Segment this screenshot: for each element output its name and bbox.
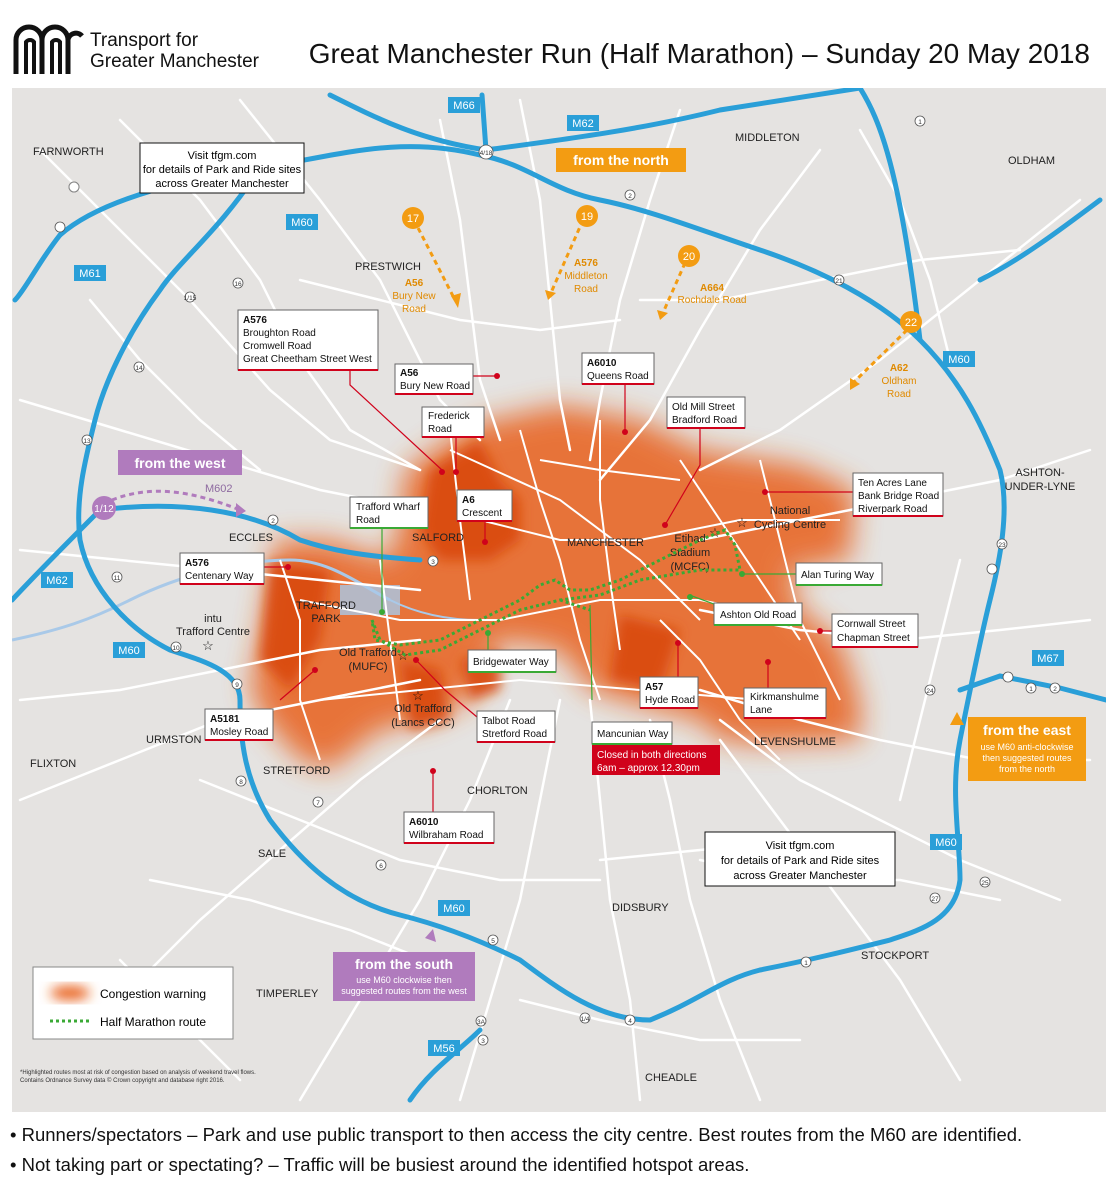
m60-southwest-label: M60 <box>118 645 140 657</box>
junction-1-15: 1/15 <box>183 295 197 302</box>
junction-7: 7 <box>316 800 320 807</box>
junction-24: 24 <box>926 688 934 695</box>
svg-text:Cromwell Road: Cromwell Road <box>243 341 312 352</box>
place-trafford-1: TRAFFORD <box>296 600 356 612</box>
junction-5: 5 <box>491 938 495 945</box>
junction-3a: 3A <box>477 1019 485 1026</box>
svg-text:Queens Road: Queens Road <box>587 371 649 382</box>
label-ashton-old <box>714 603 802 625</box>
junction-21: 21 <box>835 278 843 285</box>
place-intu-1: intu <box>204 613 222 625</box>
svg-text:Talbot Road: Talbot Road <box>482 716 536 727</box>
star-icon: ☆ <box>412 688 424 703</box>
place-prestwich: PRESTWICH <box>355 261 421 273</box>
place-eccles: ECCLES <box>229 532 274 544</box>
label-mancunian <box>592 722 672 744</box>
junction-1-12: 1/12 <box>94 504 114 515</box>
svg-text:A56: A56 <box>400 368 419 379</box>
label-a6010-queens <box>582 353 654 384</box>
junction-13: 13 <box>83 438 91 445</box>
west-callout <box>118 450 242 475</box>
svg-text:Stretford Road: Stretford Road <box>482 729 548 740</box>
place-ot-lancs-1: Old Trafford <box>394 703 452 715</box>
star-icon: ☆ <box>397 648 409 663</box>
note-1: • Runners/spectators – Park and use public transport to then access the city centre. Best routes from the M60 are identified. <box>10 1124 1023 1145</box>
label-alan-turing <box>796 563 882 585</box>
notes <box>10 1120 1022 1180</box>
place-ashton-2: UNDER-LYNE <box>1004 481 1076 493</box>
label-a56-bury <box>395 364 473 394</box>
pr-se-line3: across Greater Manchester <box>733 870 867 882</box>
callout-north: from the north <box>573 152 669 168</box>
junction-1-4: 1/4 <box>580 1016 590 1023</box>
m60-southeast-label: M60 <box>935 837 957 849</box>
label-frederick <box>422 407 484 437</box>
place-cheadle: CHEADLE <box>645 1072 697 1084</box>
callout-east-line1: use M60 anti-clockwise <box>980 742 1074 752</box>
m60-west-label: M60 <box>291 217 313 229</box>
label-bridgewater <box>468 650 556 672</box>
brand-name <box>90 30 259 72</box>
pr-nw-line1: Visit tfgm.com <box>187 150 257 162</box>
junction-1-south: 1 <box>804 960 808 967</box>
label-a576-broughton <box>238 310 378 370</box>
a56-arrow-name: Bury New <box>392 291 436 302</box>
pr-se-line2: for details of Park and Ride sites <box>720 855 880 867</box>
svg-text:Ashton Old Road: Ashton Old Road <box>720 610 797 621</box>
note-2: • Not taking part or spectating? – Traffic will be busiest around the identified hotspot areas. <box>10 1154 750 1175</box>
svg-text:A57: A57 <box>645 682 664 693</box>
brand-line1: Transport for <box>90 30 199 51</box>
junction-19: 19 <box>580 211 594 223</box>
junction-2-m67: 2 <box>1053 686 1057 693</box>
place-intu-2: Trafford Centre <box>176 626 250 638</box>
place-ot-mufc-1: Old Trafford <box>339 647 397 659</box>
svg-text:Broughton Road: Broughton Road <box>243 328 316 339</box>
a664-arrow-label: A664 <box>700 283 724 294</box>
label-talbot <box>477 711 555 742</box>
m61-label: M61 <box>79 268 101 280</box>
svg-text:Bradford Road: Bradford Road <box>672 415 738 426</box>
svg-text:Riverpark Road: Riverpark Road <box>858 504 928 515</box>
callout-east-title: from the east <box>983 722 1071 738</box>
town-markers <box>69 182 79 192</box>
svg-text:Centenary Way: Centenary Way <box>185 571 254 582</box>
svg-text:Chapman Street: Chapman Street <box>837 633 910 644</box>
junction-11: 11 <box>113 575 121 582</box>
svg-text:Wilbraham Road: Wilbraham Road <box>409 830 484 841</box>
park-ride-info-se <box>705 832 895 886</box>
closure-line2: 6am – approx 12.30pm <box>597 763 700 774</box>
brand-line2: Greater Manchester <box>90 51 259 72</box>
svg-text:Bridgewater Way: Bridgewater Way <box>473 657 549 668</box>
svg-text:Alan Turing Way: Alan Turing Way <box>801 570 874 581</box>
closure-line1: Closed in both directions <box>597 750 707 761</box>
legend <box>33 967 233 1039</box>
svg-text:Road: Road <box>356 515 380 526</box>
place-middleton: MIDDLETON <box>735 132 800 144</box>
place-ot-lancs-2: (Lancs CCC) <box>391 717 455 729</box>
m60-east-label: M60 <box>948 354 970 366</box>
place-ot-mufc-2: (MUFC) <box>348 661 388 673</box>
label-ten-acres <box>853 473 943 516</box>
svg-text:Great Cheetham Street West: Great Cheetham Street West <box>243 354 372 365</box>
svg-text:Road: Road <box>428 424 452 435</box>
junction-9: 9 <box>235 682 239 689</box>
label-trafford-wharf <box>350 497 428 528</box>
label-old-mill <box>667 397 745 428</box>
place-timperley: TIMPERLEY <box>256 988 319 1000</box>
place-ashton-1: ASHTON- <box>1015 467 1065 479</box>
park-ride-info-nw <box>140 143 304 193</box>
junction-20: 20 <box>682 251 696 263</box>
m60-south-label: M60 <box>443 903 465 915</box>
junction-1: 1 <box>918 119 922 126</box>
a62-arrow-name: Oldham <box>881 376 917 387</box>
svg-text:Mosley Road: Mosley Road <box>210 727 269 738</box>
place-etihad-1: Etihad <box>674 533 706 545</box>
callout-west: from the west <box>134 455 226 471</box>
svg-text:Bank Bridge Road: Bank Bridge Road <box>858 491 940 502</box>
junction-17: 17 <box>406 213 420 225</box>
place-chorlton: CHORLTON <box>467 785 528 797</box>
star-icon: ☆ <box>202 638 214 653</box>
place-urmston: URMSTON <box>146 734 202 746</box>
junction-2: 2 <box>628 193 632 200</box>
legend-congestion-swatch <box>50 986 90 1000</box>
svg-text:A6010: A6010 <box>587 358 617 369</box>
label-a6-crescent <box>457 490 512 521</box>
place-trafford-2: PARK <box>311 613 341 625</box>
place-oldham: OLDHAM <box>1008 155 1056 167</box>
page-title: Great Manchester Run (Half Marathon) – Sunday 20 May 2018 <box>308 38 1090 69</box>
label-a6010-wilbraham <box>404 812 494 843</box>
svg-text:A6010: A6010 <box>409 817 439 828</box>
map[interactable] <box>12 88 1106 1112</box>
junction-6: 6 <box>379 863 383 870</box>
svg-text:A576: A576 <box>243 315 267 326</box>
place-manchester: MANCHESTER <box>567 537 645 549</box>
label-a57-hyde <box>640 677 698 708</box>
place-farnworth: FARNWORTH <box>33 146 104 158</box>
junction-3-m602: 3 <box>431 559 435 566</box>
a576-arrow-name-2: Road <box>574 284 598 295</box>
place-etihad-3: (MCFC) <box>670 561 710 573</box>
junction-8: 8 <box>239 779 243 786</box>
place-flixton: FLIXTON <box>30 758 77 770</box>
svg-text:Lane: Lane <box>750 705 773 716</box>
place-ncc-1: National <box>769 505 811 517</box>
place-stretford: STRETFORD <box>263 765 331 777</box>
svg-text:Trafford Wharf: Trafford Wharf <box>356 502 420 513</box>
svg-text:A5181: A5181 <box>210 714 240 725</box>
a62-arrow-name-2: Road <box>887 389 911 400</box>
svg-text:Frederick: Frederick <box>428 411 470 422</box>
svg-text:Ten Acres Lane: Ten Acres Lane <box>858 478 927 489</box>
north-callout <box>556 148 686 172</box>
m56-label: M56 <box>433 1043 455 1055</box>
pr-nw-line3: across Greater Manchester <box>155 178 289 190</box>
a56-arrow-label: A56 <box>404 278 424 289</box>
east-callout <box>950 712 1086 781</box>
place-ncc-2: Cycling Centre <box>753 519 827 531</box>
junction-10: 10 <box>172 645 180 652</box>
callout-east-line3: from the north <box>998 764 1056 774</box>
a664-arrow-name: Rochdale Road <box>677 295 747 306</box>
svg-text:Mancunian Way: Mancunian Way <box>597 729 669 740</box>
a576-arrow-label: A576 <box>574 258 598 269</box>
junction-4-18: 4/18 <box>479 150 493 157</box>
tfgm-logo <box>12 22 86 78</box>
svg-text:Kirkmanshulme: Kirkmanshulme <box>750 692 819 703</box>
footnote-line2: Contains Ordnance Survey data © Crown copyright and database right 2016. <box>20 1078 225 1084</box>
svg-text:Crescent: Crescent <box>462 508 503 519</box>
label-a5181-mosley <box>205 709 273 740</box>
junction-25: 25 <box>981 880 989 887</box>
place-levenshulme: LEVENSHULME <box>754 736 836 748</box>
star-icon: ☆ <box>709 525 721 540</box>
junction-2-m602: 2 <box>271 518 275 525</box>
junction-14: 14 <box>135 365 143 372</box>
svg-text:Old Mill Street: Old Mill Street <box>672 402 735 413</box>
junction-4: 4 <box>628 1018 632 1025</box>
place-sale: SALE <box>258 848 287 860</box>
legend-congestion: Congestion warning <box>100 987 207 1001</box>
place-stockport: STOCKPORT <box>861 950 930 962</box>
pr-nw-line2: for details of Park and Ride sites <box>142 164 302 176</box>
closure-box <box>592 745 720 775</box>
junction-3: 3 <box>481 1038 485 1045</box>
callout-south-line2: suggested routes from the west <box>341 986 467 996</box>
label-a576-centenary <box>180 553 264 584</box>
star-icon: ☆ <box>736 515 748 530</box>
svg-text:A6: A6 <box>462 495 475 506</box>
header <box>0 0 1118 88</box>
place-etihad-2: Stadium <box>669 547 711 559</box>
a62-arrow-label: A62 <box>889 363 909 374</box>
junction-27: 27 <box>931 896 939 903</box>
svg-text:Cornwall Street: Cornwall Street <box>837 619 906 630</box>
label-kirkmanshulme <box>744 688 826 718</box>
a56-arrow-name-2: Road <box>402 304 426 315</box>
junction-22: 22 <box>904 317 918 329</box>
junction-23: 23 <box>998 542 1006 549</box>
callout-east-line2: then suggested routes <box>982 753 1072 763</box>
svg-text:Bury New Road: Bury New Road <box>400 381 471 392</box>
callout-south-title: from the south <box>355 956 453 972</box>
m66-label: M66 <box>453 100 475 112</box>
m602-label: M602 <box>205 483 233 495</box>
m62-north-label: M62 <box>572 118 594 130</box>
footnote-line1: *Highlighted routes most at risk of congestion based on analysis of weekend travel flows. <box>20 1070 256 1076</box>
m62-west-label: M62 <box>46 575 68 587</box>
m67-label: M67 <box>1037 653 1059 665</box>
label-cornwall <box>832 614 918 647</box>
callout-south-line1: use M60 clockwise then <box>356 975 452 985</box>
junction-16: 16 <box>234 281 242 288</box>
junction-1-m67: 1 <box>1029 686 1033 693</box>
place-salford: SALFORD <box>412 532 464 544</box>
a576-arrow-name: Middleton <box>564 271 608 282</box>
pr-se-line1: Visit tfgm.com <box>765 840 835 852</box>
place-didsbury: DIDSBURY <box>612 902 669 914</box>
legend-route: Half Marathon route <box>100 1015 207 1029</box>
svg-text:Hyde Road: Hyde Road <box>645 695 696 706</box>
svg-text:A576: A576 <box>185 558 209 569</box>
